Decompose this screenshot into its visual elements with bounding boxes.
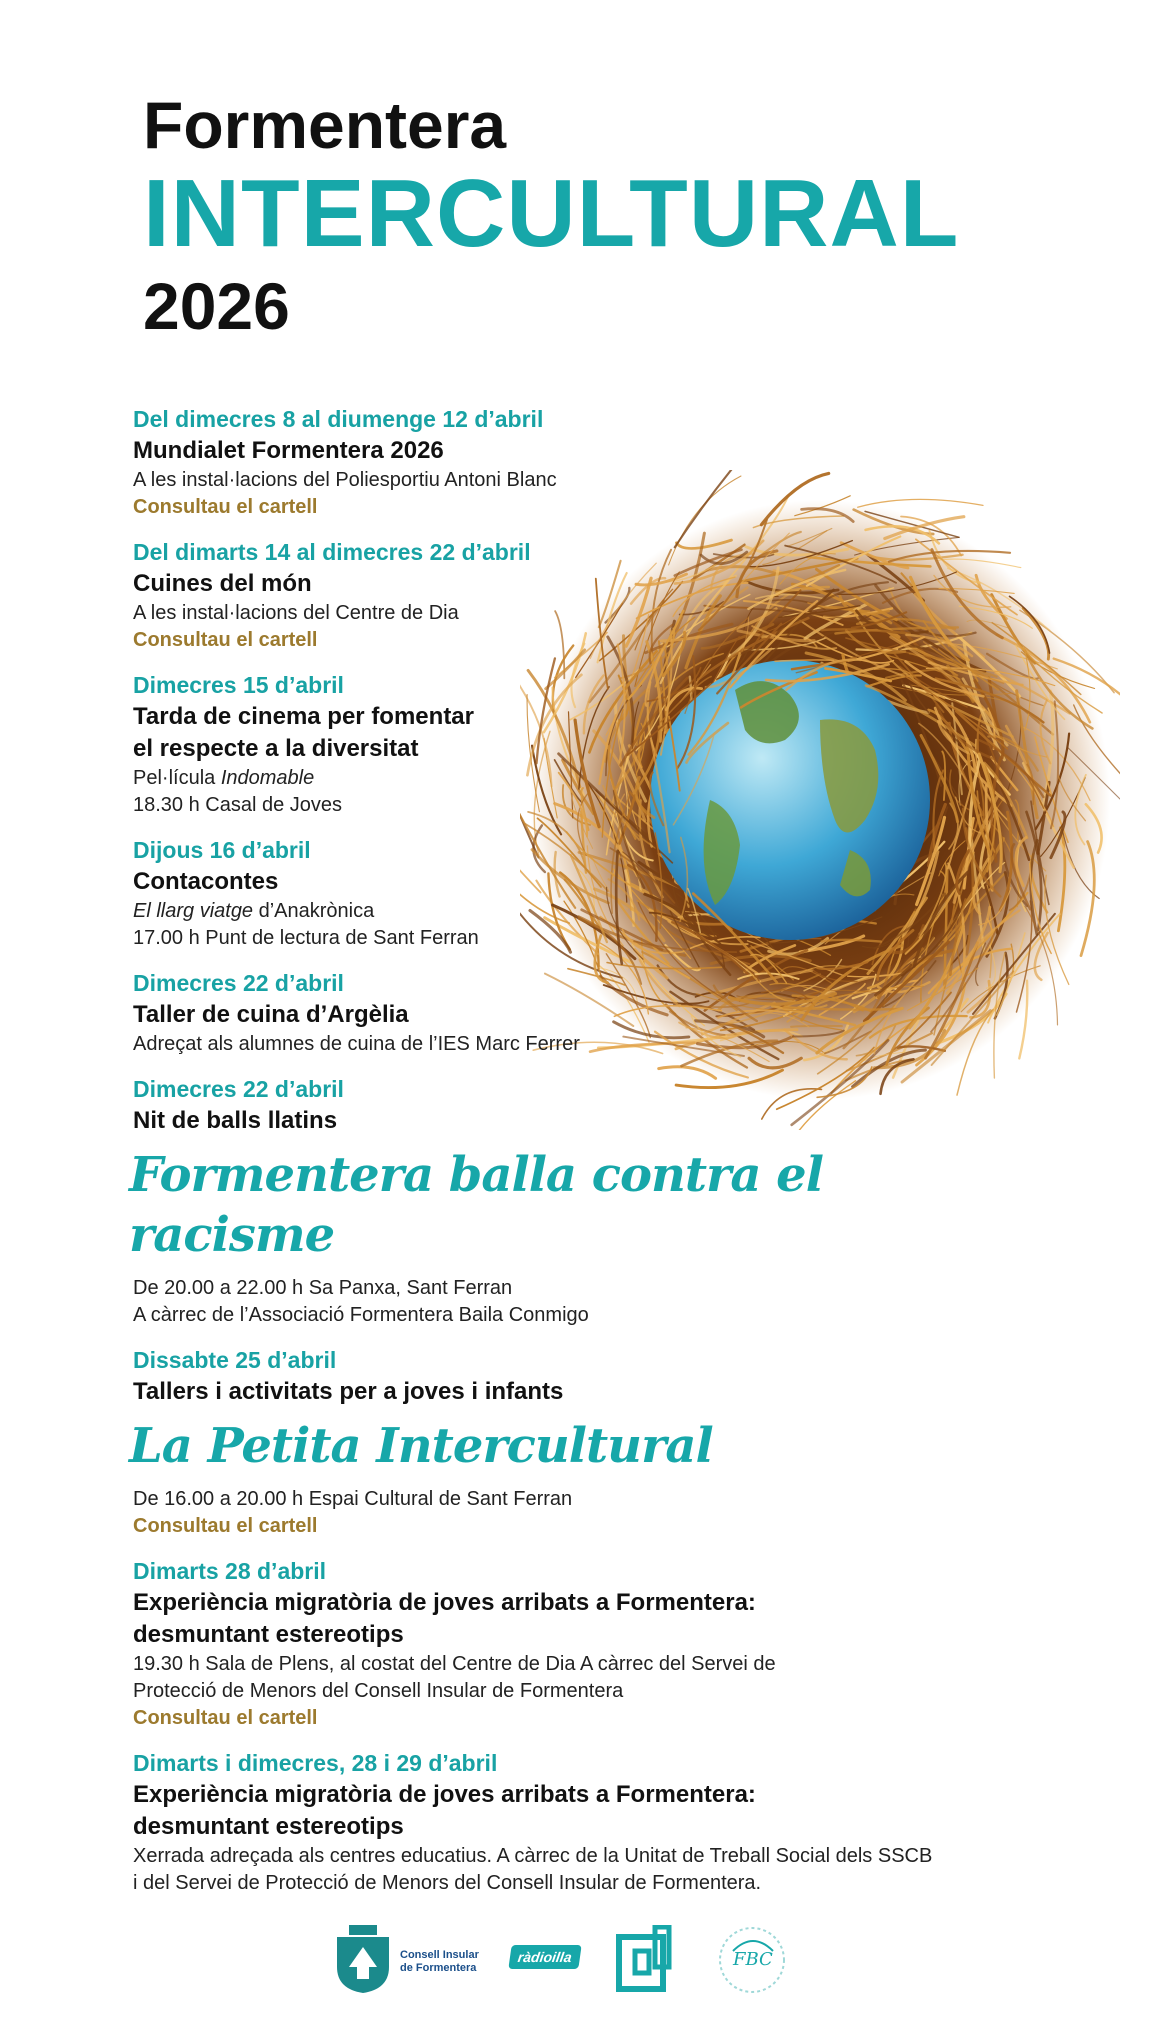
- event-title: Nit de balls llatins: [133, 1107, 338, 1134]
- event-balls-llatins: [129, 1074, 1033, 1329]
- header-year: 2026: [143, 269, 290, 343]
- event-taller-argelia: [133, 968, 1033, 1058]
- event-title: Cuines del món: [133, 570, 312, 597]
- events-list: [129, 404, 1033, 1913]
- consell-insular-logo: [335, 1925, 391, 2000]
- event-detail-cont: Protecció de Menors del Consell Insular de Formentera: [133, 1680, 624, 1702]
- film-title: Indomable: [220, 767, 315, 789]
- event-cuines: [133, 537, 1033, 654]
- film-prefix: Pel·lícula: [133, 767, 221, 789]
- event-detail: Adreçat als alumnes de cuina de l’IES Marc Ferrer: [133, 1033, 580, 1055]
- dj-icon: [615, 1925, 677, 1995]
- event-title: Mundialet Formentera 2026: [133, 437, 444, 464]
- work-suffix: d’Anakrònica: [253, 900, 375, 922]
- poster-link[interactable]: Consultau el cartell: [133, 496, 318, 518]
- event-script-title: Formentera balla contra el racisme: [129, 1147, 823, 1263]
- sponsor-logos: [330, 1915, 810, 2005]
- consell-line2: de Formentera: [400, 1962, 477, 1974]
- event-time: De 20.00 a 22.00 h Sa Panxa, Sant Ferran: [133, 1277, 513, 1299]
- event-title: Tallers i activitats per a joves i infants: [133, 1378, 564, 1405]
- event-experiencia-28-29: [133, 1748, 1033, 1897]
- event-detail: 19.30 h Sala de Plens, al costat del Centre de Dia A càrrec del Servei de: [133, 1653, 776, 1675]
- work-title: El llarg viatge: [133, 900, 254, 922]
- event-title: Taller de cuina d’Argèlia: [133, 1001, 409, 1028]
- event-experiencia-28: [133, 1556, 1033, 1732]
- event-time: De 16.00 a 20.00 h Espai Cultural de Sant Ferran: [133, 1488, 573, 1510]
- event-time: 17.00 h Punt de lectura de Sant Ferran: [133, 927, 479, 949]
- poster-link[interactable]: Consultau el cartell: [133, 1515, 318, 1537]
- event-date: Del dimecres 8 al diumenge 12 d’abril: [133, 406, 544, 432]
- event-date: Dimarts i dimecres, 28 i 29 d’abril: [133, 1750, 498, 1776]
- poster-link[interactable]: Consultau el cartell: [133, 629, 318, 651]
- event-title: Contacontes: [133, 868, 279, 895]
- fbc-logo: [715, 1923, 789, 2002]
- event-title-cont: el respecte a la diversitat: [133, 735, 419, 762]
- event-title-cont: desmuntant estereotips: [133, 1813, 404, 1840]
- event-date: Del dimarts 14 al dimecres 22 d’abril: [133, 539, 531, 565]
- event-place: A les instal·lacions del Centre de Dia: [133, 602, 459, 624]
- fbc-text: FBC: [733, 1949, 773, 1970]
- event-date: Dimecres 22 d’abril: [133, 1076, 344, 1102]
- event-date: Dissabte 25 d’abril: [133, 1347, 337, 1373]
- event-cinema: [133, 670, 1033, 819]
- event-mundialet: [133, 404, 1033, 521]
- event-title-cont: desmuntant estereotips: [133, 1621, 404, 1648]
- header-intercultural: INTERCULTURAL: [143, 160, 960, 267]
- event-detail-cont: i del Servei de Protecció de Menors del Consell Insular de Formentera.: [133, 1872, 762, 1894]
- event-time: 18.30 h Casal de Joves: [133, 794, 343, 816]
- event-title: Experiència migratòria de joves arribats a Formentera:: [133, 1781, 756, 1808]
- event-work: [133, 898, 1033, 925]
- dj-logo: [615, 1925, 677, 2000]
- consell-insular-text: [400, 1949, 479, 1975]
- poster-header: [143, 88, 959, 346]
- event-detail: Xerrada adreçada als centres educatius. A càrrec de la Unitat de Treball Social dels SSCB: [133, 1845, 933, 1867]
- radioilla-text: ràdioilla: [508, 1945, 581, 1969]
- event-title: Tarda de cinema per fomentar: [133, 703, 474, 730]
- header-formentera: Formentera: [143, 88, 507, 162]
- event-organizer: A càrrec de l’Associació Formentera Baila Conmigo: [133, 1304, 589, 1326]
- radioilla-logo: [510, 1945, 580, 1969]
- event-petita-intercultural: [129, 1345, 1033, 1540]
- event-date: Dimarts 28 d’abril: [133, 1558, 327, 1584]
- coat-of-arms-icon: [335, 1925, 391, 1995]
- consell-line1: Consell Insular: [400, 1949, 479, 1961]
- poster-link[interactable]: Consultau el cartell: [133, 1707, 318, 1729]
- event-contacontes: [133, 835, 1033, 952]
- event-date: Dimecres 15 d’abril: [133, 672, 344, 698]
- event-film: [133, 765, 1033, 792]
- event-date: Dimecres 22 d’abril: [133, 970, 344, 996]
- event-title: Experiència migratòria de joves arribats a Formentera:: [133, 1589, 756, 1616]
- event-script-title: La Petita Intercultural: [129, 1418, 713, 1474]
- event-place: A les instal·lacions del Poliesportiu Antoni Blanc: [133, 469, 557, 491]
- event-date: Dijous 16 d’abril: [133, 837, 311, 863]
